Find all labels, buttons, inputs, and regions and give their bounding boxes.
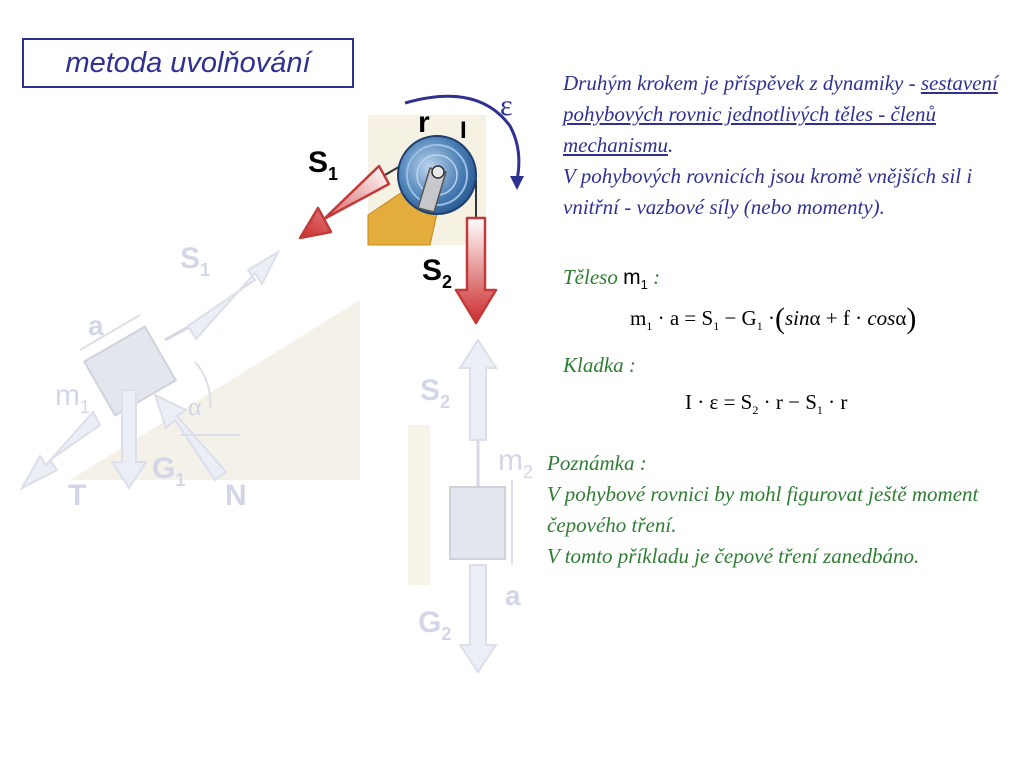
label-s2: $S_2$ <box>422 254 453 292</box>
faded-block-m2 <box>450 487 505 559</box>
faded-label-s1: $S_1$ <box>180 242 211 280</box>
note-paragraph <box>547 448 1012 572</box>
body1-heading <box>563 262 660 300</box>
formula-pulley: $I \cdot \varepsilon = S_2 \cdot r - S_1 \cdot r$ <box>685 390 848 418</box>
label-i: I <box>460 117 467 144</box>
intro-period: . <box>667 133 674 157</box>
label-s1: $S_1$ <box>308 146 339 184</box>
faded-label-m2: $m_2$ <box>498 444 534 482</box>
body1-mass: $m_1$ <box>623 266 648 293</box>
label-r: r <box>418 106 430 139</box>
faded-label-g1: $G_1$ <box>152 452 186 490</box>
faded-arrow-g2 <box>460 565 496 672</box>
pulley-axle <box>432 166 444 178</box>
faded-arrow-s2 <box>460 340 496 440</box>
faded-label-a-left: a <box>88 310 104 341</box>
faded-label-s2: $S_2$ <box>420 374 451 412</box>
faded-label-alpha: α <box>188 392 202 421</box>
faded-label-n: N <box>225 479 247 512</box>
note-line-2: V tomto příkladu je čepové tření zanedbáno. <box>547 544 920 568</box>
body1-label: Těleso <box>563 265 618 289</box>
formula-body1: $m_1 \cdot a = S_1 - G_1 \cdot(\sin\alpha + f \cdot \cos\alpha)$ <box>630 302 917 335</box>
note-title: Poznámka : <box>547 451 647 475</box>
faded-wall <box>408 425 430 585</box>
label-epsilon: ε <box>500 89 513 122</box>
epsilon-arrowhead <box>510 176 524 190</box>
intro-underlined: sestavení pohybových rovnic jednotlivých těles - členů mechanismu <box>563 71 998 157</box>
intro-paragraph <box>563 68 1003 223</box>
intro-line-1: Druhým krokem je příspěvek z dynamiky - <box>563 71 916 95</box>
body1-colon: : <box>653 265 661 289</box>
slide-title: metoda uvolňování <box>65 46 311 79</box>
faded-label-g2: $G_2$ <box>418 606 452 644</box>
faded-label-t: T <box>68 479 87 512</box>
faded-incline-group <box>22 252 360 488</box>
faded-label-m1: $m_1$ <box>55 379 91 417</box>
intro-line-2: V pohybových rovnicích jsou kromě vnějších sil i vnitřní - vazbové síly (nebo momenty). <box>563 164 973 219</box>
note-line-1: V pohybové rovnici by mohl figurovat ještě moment čepového tření. <box>547 482 979 537</box>
faded-label-a-right: a <box>505 580 521 611</box>
pulley-heading: Kladka : <box>563 353 636 377</box>
